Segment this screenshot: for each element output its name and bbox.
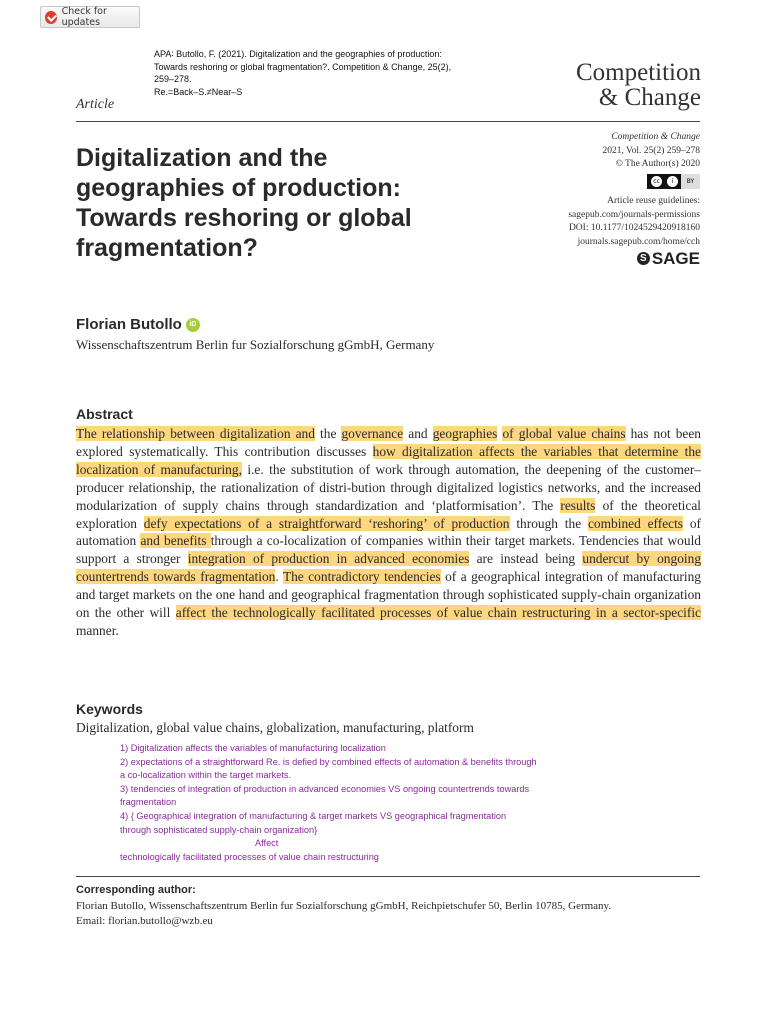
abstract-body bbox=[76, 425, 701, 640]
abstract-highlighted-text: geographies bbox=[432, 426, 498, 441]
note-line: fragmentation bbox=[120, 797, 177, 808]
apa-line: Re.=Back–S.≠Near–S bbox=[154, 86, 243, 97]
title-line: fragmentation? bbox=[76, 234, 258, 262]
corresponding-email[interactable]: Email: florian.butollo@wzb.eu bbox=[76, 915, 213, 927]
meta-volume: 2021, Vol. 25(2) 259–278 bbox=[602, 145, 700, 156]
abstract-highlighted-text: combined effects bbox=[587, 515, 684, 531]
journal-logo-line1: Competition bbox=[576, 59, 701, 86]
author-name bbox=[76, 316, 200, 333]
abstract-highlighted-text: affect the technologically facilitated processes of value chain restructuring in a sector-specific bbox=[175, 605, 701, 621]
author-affiliation: Wissenschaftszentrum Berlin fur Sozialforschung gGmbH, Germany bbox=[76, 337, 435, 352]
abstract-text: of automation bbox=[76, 515, 701, 549]
note-line: 4) { Geographical integration of manufacturing & target markets VS geographical fragmentation bbox=[120, 810, 507, 821]
meta-journal-url[interactable]: journals.sagepub.com/home/cch bbox=[577, 236, 700, 247]
handwritten-notes bbox=[120, 742, 640, 864]
orcid-icon[interactable]: iD bbox=[186, 318, 200, 332]
apa-line: APA∶ Butollo, F. (2021). Digitalization and the geographies of production: bbox=[154, 49, 442, 59]
journal-logo bbox=[576, 60, 701, 110]
cc-by-license-icon[interactable] bbox=[647, 174, 700, 189]
abstract-highlighted-text: undercut by ongoing countertrends towards fragmentation bbox=[76, 551, 702, 585]
abstract-heading: Abstract bbox=[76, 406, 133, 422]
abstract-highlighted-text: The relationship between digitalization and bbox=[76, 426, 315, 441]
attribution-icon: i bbox=[667, 176, 678, 187]
note-line: 3) tendencies of integration of production in advanced economies VS ongoing countertrends towards bbox=[120, 783, 530, 794]
keywords-heading: Keywords bbox=[76, 701, 143, 717]
abstract-highlighted-text: integration of production in advanced economies bbox=[187, 551, 470, 567]
check-for-updates-label: Check for updates bbox=[61, 6, 107, 28]
by-label: BY bbox=[681, 174, 700, 189]
note-line: technologically facilitated processes of value chain restructuring bbox=[120, 851, 379, 862]
check-updates-icon bbox=[45, 11, 57, 24]
meta-reuse: Article reuse guidelines: bbox=[607, 196, 700, 206]
abstract-text: of a geographical integration of manufacturing and target markets on the one hand and geographical fragmentation through sophisticated supply-chain organization on the other will bbox=[76, 569, 701, 621]
meta-permissions-link[interactable]: sagepub.com/journals-permissions bbox=[568, 209, 700, 220]
abstract-highlighted-text: results bbox=[560, 497, 596, 513]
abstract-text: has not been explored systematically. This contribution discusses bbox=[76, 426, 702, 459]
meta-journal: Competition & Change bbox=[611, 132, 700, 142]
meta-copyright: © The Author(s) 2020 bbox=[615, 159, 700, 169]
article-type-label: Article bbox=[76, 97, 115, 112]
abstract-text: manner. bbox=[76, 622, 119, 638]
note-line: through sophisticated supply-chain organization} bbox=[120, 824, 318, 835]
note-line: a co-localization within the target markets. bbox=[120, 770, 292, 781]
abstract-text: through the bbox=[509, 515, 588, 531]
author-name-text: Florian Butollo bbox=[76, 316, 182, 333]
abstract-highlighted-text: governance bbox=[341, 426, 404, 441]
note-line: 2) expectations of a straightforward Re. is defied by combined effects of automation & benefits through bbox=[120, 756, 537, 767]
title-line: Towards reshoring or global bbox=[76, 204, 412, 232]
title-line: geographies of production: bbox=[76, 174, 401, 202]
corresponding-author-heading: Corresponding author: bbox=[76, 884, 196, 896]
abstract-highlighted-text: of global value chains bbox=[502, 426, 626, 441]
abstract-text: of the theoretical exploration bbox=[76, 497, 701, 531]
journal-logo-line2: & Change bbox=[598, 84, 701, 111]
publication-meta bbox=[568, 131, 700, 267]
apa-annotation bbox=[154, 48, 514, 98]
apa-line: Towards reshoring or global fragmentation?. Competition & Change, 25(2), bbox=[154, 61, 452, 72]
sage-logo-text: SAGE bbox=[651, 249, 700, 268]
note-line: Affect bbox=[255, 838, 279, 849]
article-title bbox=[76, 143, 486, 263]
abstract-highlighted-text: The contradictory tendencies bbox=[282, 569, 441, 585]
title-line: Digitalization and the bbox=[76, 144, 328, 172]
abstract-text: i.e. the substitution of work through automation, the deepening of the customer–producer relationship, the rationalization of distri-bution through digitalized logistics networks, and the increased modularization of supply chains through standardization and ‘platformisation’. The bbox=[76, 461, 701, 513]
abstract-text: the bbox=[314, 426, 342, 441]
sage-logo bbox=[637, 249, 700, 268]
meta-doi[interactable]: DOI: 10.1177/1024529420918160 bbox=[568, 223, 700, 233]
abstract-text: through a co-localization of companies within their target markets. Tendencies that would support a stronger bbox=[76, 533, 701, 567]
abstract-text: . bbox=[275, 569, 283, 585]
sage-s-icon: S bbox=[637, 252, 650, 265]
keywords-list: Digitalization, global value chains, globalization, manufacturing, platform bbox=[76, 720, 474, 735]
corresponding-author-details bbox=[76, 899, 706, 929]
abstract-highlighted-text: how digitalization affects the variables that determine the localization of manufacturing, bbox=[76, 443, 701, 477]
note-line: 1) Digitalization affects the variables of manufacturing localization bbox=[120, 743, 386, 753]
abstract-text: are instead being bbox=[469, 551, 583, 567]
abstract-highlighted-text: defy expectations of a straightforward ‘reshoring’ of production bbox=[143, 515, 510, 531]
footer-divider bbox=[76, 876, 700, 877]
check-for-updates-button[interactable] bbox=[40, 6, 140, 28]
cc-icon: cc bbox=[651, 176, 662, 187]
abstract-text: and bbox=[403, 426, 433, 441]
header-divider bbox=[76, 121, 700, 122]
apa-line: 259–278. bbox=[154, 74, 192, 84]
corresponding-address: Florian Butollo, Wissenschaftszentrum Berlin fur Sozialforschung gGmbH, Reichpietschufer 50, Berlin 10785, Germany. bbox=[76, 900, 612, 912]
abstract-highlighted-text: and benefits bbox=[140, 533, 211, 549]
